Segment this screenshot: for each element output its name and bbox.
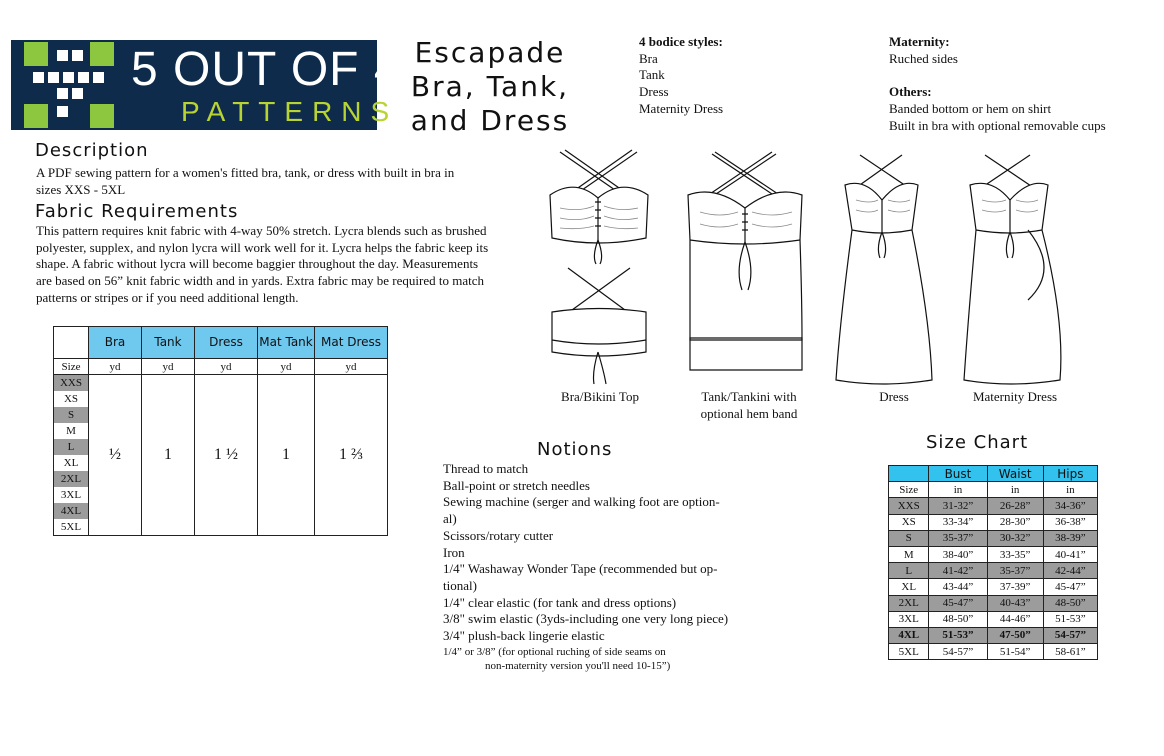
size-cell: L: [889, 563, 929, 579]
unit-label: yd: [89, 359, 142, 375]
waist-cell: 33-35”: [987, 546, 1043, 562]
garment-illustrations: [540, 140, 1100, 390]
size-cell: XXS: [54, 375, 89, 392]
table-row: [889, 546, 1098, 562]
fabric-line: This pattern requires knit fabric with 4-way 50% stretch. Lycra blends such as brushed: [36, 223, 487, 238]
hips-cell: 54-57”: [1043, 627, 1097, 643]
amount-mat-dress: 1 ⅔: [315, 375, 388, 536]
waist-cell: 30-32”: [987, 530, 1043, 546]
table-row: [889, 627, 1098, 643]
bust-cell: 33-34”: [929, 514, 987, 530]
size-cell: 5XL: [889, 644, 929, 660]
bust-cell: 31-32”: [929, 498, 987, 514]
fabric-requirements-table: [53, 326, 388, 536]
bust-cell: 43-44”: [929, 579, 987, 595]
maternity-item: Ruched sides: [889, 50, 958, 66]
waist-cell: 47-50”: [987, 627, 1043, 643]
hips-cell: 36-38”: [1043, 514, 1097, 530]
fabric-text: [36, 223, 521, 307]
title-line-1: Escapade: [414, 36, 566, 69]
waist-cell: 28-30”: [987, 514, 1043, 530]
table-row: [889, 563, 1098, 579]
hips-cell: 58-61”: [1043, 644, 1097, 660]
unit-label: in: [929, 482, 987, 498]
waist-cell: 26-28”: [987, 498, 1043, 514]
amount-mat-tank: 1: [258, 375, 315, 536]
col-header-mat-tank: Mat Tank: [258, 327, 315, 359]
amount-tank: 1: [142, 375, 195, 536]
size-cell: 5XL: [54, 519, 89, 536]
col-header-mat-dress: Mat Dress: [315, 327, 388, 359]
others-item: Banded bottom or hem on shirt: [889, 101, 1052, 117]
table-row: [889, 595, 1098, 611]
maternity-dress-drawing: [964, 155, 1061, 384]
notion-item: Thread to match: [443, 461, 529, 476]
caption-maternity: Maternity Dress: [972, 389, 1058, 404]
hips-cell: 38-39”: [1043, 530, 1097, 546]
caption-tank-line-2: optional hem band: [700, 405, 798, 421]
others-item: Built in bra with optional removable cups: [889, 117, 1106, 133]
unit-label: yd: [142, 359, 195, 375]
title-line-3: and Dress: [410, 104, 570, 137]
amount-bra: ½: [89, 375, 142, 536]
notion-item: Ball-point or stretch needles: [443, 477, 590, 493]
size-cell: 4XL: [54, 503, 89, 519]
table-row: [889, 644, 1098, 660]
size-cell: 2XL: [54, 471, 89, 487]
size-cell: S: [54, 407, 89, 423]
size-cell: 3XL: [54, 487, 89, 503]
unit-label: yd: [258, 359, 315, 375]
size-cell: XS: [889, 514, 929, 530]
unit-label: in: [987, 482, 1043, 498]
fabric-line: are based on 56” knit fabric width and in yards. Extra fabric may be required to match: [36, 273, 484, 289]
size-label: Size: [889, 482, 929, 498]
fabric-line: patterns or stripes or if you need additional length.: [36, 289, 299, 305]
unit-label: in: [1043, 482, 1097, 498]
amount-dress: 1 ½: [195, 375, 258, 536]
hips-cell: 51-53”: [1043, 611, 1097, 627]
waist-cell: 44-46”: [987, 611, 1043, 627]
col-header-tank: Tank: [142, 327, 195, 359]
waist-cell: 37-39”: [987, 579, 1043, 595]
others-heading: Others:: [889, 84, 932, 100]
caption-tank: [680, 389, 818, 422]
bodice-item: Maternity Dress: [639, 100, 724, 116]
bust-cell: 54-57”: [929, 644, 987, 660]
bodice-item: Dress: [639, 84, 669, 100]
unit-label: yd: [195, 359, 258, 375]
bodice-item: Bra: [639, 50, 658, 66]
size-cell: S: [889, 530, 929, 546]
size-cell: 2XL: [889, 595, 929, 611]
bodice-item: Tank: [639, 67, 665, 83]
hips-cell: 34-36”: [1043, 498, 1097, 514]
size-chart-table: [888, 465, 1098, 660]
size-label: Size: [54, 359, 89, 375]
waist-cell: 35-37”: [987, 563, 1043, 579]
dress-drawing: [836, 155, 932, 384]
waist-cell: 40-43”: [987, 595, 1043, 611]
hips-cell: 48-50”: [1043, 595, 1097, 611]
size-cell: XXS: [889, 498, 929, 514]
notion-item: Iron: [443, 544, 465, 560]
size-chart-heading: Size Chart: [926, 432, 1029, 453]
fabric-heading: Fabric Requirements: [35, 201, 239, 222]
table-row: [889, 611, 1098, 627]
hips-cell: 45-47”: [1043, 579, 1097, 595]
notion-item: 3/8" swim elastic (3yds-including one very long piece): [443, 611, 729, 627]
bust-cell: 38-40”: [929, 546, 987, 562]
table-corner: [54, 327, 89, 359]
notions-heading: Notions: [537, 439, 613, 460]
table-row: [889, 514, 1098, 530]
brand-logo: [11, 40, 402, 130]
notions-list: [443, 461, 763, 673]
bust-cell: 48-50”: [929, 611, 987, 627]
pattern-title: [390, 36, 590, 138]
unit-label: yd: [315, 359, 388, 375]
caption-dress: Dress: [879, 389, 909, 404]
table-row: [889, 530, 1098, 546]
maternity-heading: Maternity:: [889, 34, 950, 49]
col-header-bra: Bra: [89, 327, 142, 359]
bust-cell: 41-42”: [929, 563, 987, 579]
notion-item: 1/4" Washaway Wonder Tape (recommended but op-: [443, 561, 718, 577]
logo-text-sub: PATTERNS: [181, 96, 399, 127]
table-row: [889, 579, 1098, 595]
tank-drawing: [688, 152, 802, 370]
bra-back-drawing: [552, 268, 646, 384]
notion-item: 3/4" plush-back lingerie elastic: [443, 628, 605, 644]
bra-front-drawing: [550, 150, 648, 264]
notion-item: tional): [443, 577, 477, 593]
table-row: [889, 498, 1098, 514]
description-heading: Description: [35, 140, 149, 161]
col-header-waist: Waist: [987, 466, 1043, 482]
notion-item: al): [443, 511, 457, 527]
waist-cell: 51-54”: [987, 644, 1043, 660]
size-chart-corner: [889, 466, 929, 482]
caption-bra: Bra/Bikini Top: [561, 389, 639, 404]
col-header-hips: Hips: [1043, 466, 1097, 482]
notion-item: 1/4" clear elastic (for tank and dress options): [443, 594, 677, 610]
notion-note-line-2: non-maternity version you'll need 10-15”): [485, 659, 671, 672]
hips-cell: 40-41”: [1043, 546, 1097, 562]
size-cell: XL: [889, 579, 929, 595]
bust-cell: 45-47”: [929, 595, 987, 611]
description-text: [36, 165, 516, 198]
bodice-styles-list: [639, 34, 723, 118]
size-cell: 4XL: [889, 627, 929, 643]
size-cell: M: [889, 546, 929, 562]
bust-cell: 35-37”: [929, 530, 987, 546]
description-line: sizes XXS - 5XL: [36, 181, 126, 197]
fabric-line: shape. A fabric without lycra will become baggier throughout the day. Measurements: [36, 256, 479, 272]
size-cell: XL: [54, 455, 89, 471]
notion-item: Sewing machine (serger and walking foot are option-: [443, 494, 720, 510]
bust-cell: 51-53”: [929, 627, 987, 643]
col-header-bust: Bust: [929, 466, 987, 482]
size-cell: XS: [54, 391, 89, 407]
size-cell: L: [54, 439, 89, 455]
description-line: A PDF sewing pattern for a women's fitted bra, tank, or dress with built in bra in: [36, 165, 455, 180]
fabric-line: polyester, supplex, and nylon lycra will work well for it. Lycra helps the fabric keep its: [36, 239, 489, 255]
bodice-heading: 4 bodice styles:: [639, 34, 723, 49]
notion-item: Scissors/rotary cutter: [443, 527, 554, 543]
size-cell: M: [54, 423, 89, 439]
caption-tank-line-1: Tank/Tankini with: [701, 389, 797, 404]
col-header-dress: Dress: [195, 327, 258, 359]
notion-note-line-1: 1/4” or 3/8” (for optional ruching of side seams on: [443, 645, 666, 658]
title-line-2: Bra, Tank,: [410, 70, 570, 103]
size-cell: 3XL: [889, 611, 929, 627]
features-list: [889, 34, 1106, 135]
logo-text-main: 5 OUT OF 4: [131, 43, 402, 96]
hips-cell: 42-44”: [1043, 563, 1097, 579]
